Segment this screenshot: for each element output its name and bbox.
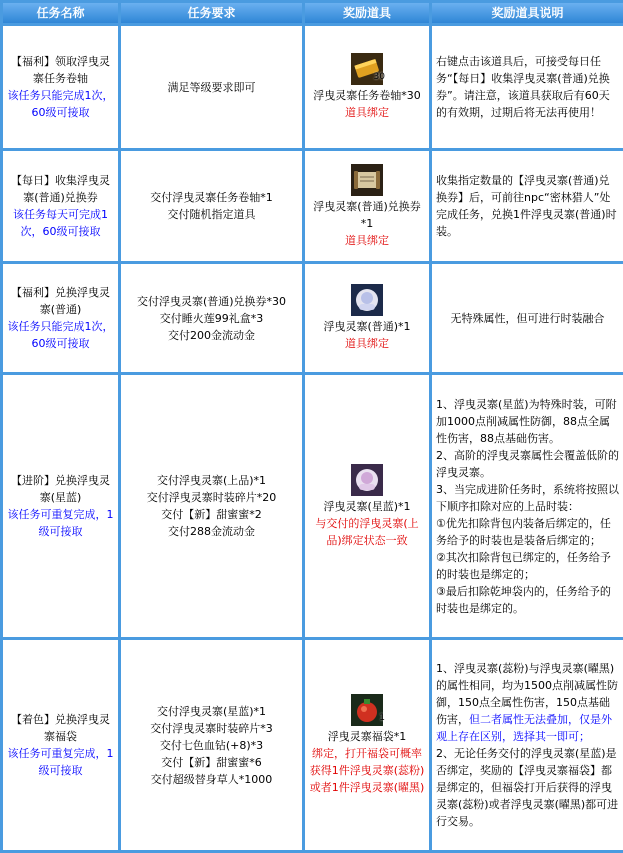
description-line: ①优先扣除背包内装备后绑定的，任务给予的时装也是装备后绑定的；: [436, 516, 611, 547]
task-requirement-cell: [121, 264, 302, 372]
description-line: 无特殊属性，但可进行时装融合: [450, 311, 605, 325]
task-name: 【福利】兑换浮曳灵寨(普通): [11, 286, 110, 316]
reward-bind-note: 与交付的浮曳灵寨(上品)绑定状态一致: [315, 516, 419, 547]
description-line: 3、当完成进阶任务时，系统将按照以下顺序扣除对应的上品时装：: [436, 482, 619, 513]
table-row: [3, 264, 623, 372]
table-row: [3, 375, 623, 637]
task-note: 该任务只能完成1次，60级可接取: [7, 89, 114, 119]
requirement-line: 交付超级替身草人*1000: [150, 772, 273, 786]
reward-bind-note: 道具绑定: [345, 337, 389, 350]
task-requirement-cell: [121, 151, 302, 261]
requirement-line: 交付七色血钻(+8)*3: [159, 738, 264, 752]
requirement-line: 交付200金流动金: [168, 328, 255, 342]
task-note: 该任务每天可完成1次，60级可接取: [13, 208, 108, 238]
reward-name: 浮曳灵寨福袋*1: [327, 730, 407, 743]
lucky-bag-icon[interactable]: [351, 694, 383, 726]
task-name-cell: [3, 375, 118, 637]
task-requirement-cell: [121, 375, 302, 637]
requirement-line: 交付浮曳灵寨时装碎片*3: [150, 721, 273, 735]
description-paragraph: 2、无论任务交付的浮曳灵寨(星蓝)是否绑定，奖励的【浮曳灵寨福袋】都是绑定的，但福袋打开后获得的浮曳灵寨(蕊粉)或者浮曳灵寨(曜黑)都可进行交易。: [436, 747, 619, 828]
task-name: 【进阶】兑换浮曳灵寨(星蓝): [11, 474, 110, 504]
task-requirement-cell: [121, 640, 302, 850]
header-row: [3, 3, 623, 23]
requirement-line: 交付浮曳灵寨(普通)兑换券*30: [136, 294, 287, 308]
scroll-paper-icon[interactable]: [351, 164, 383, 196]
requirement-line: 交付睡火莲99礼盒*3: [159, 311, 264, 325]
task-name-cell: [3, 264, 118, 372]
reward-count: 1: [379, 713, 385, 723]
task-requirement-cell: [121, 26, 302, 148]
description-line: 右键点击该道具后，可接受每日任务“【每日】收集浮曳灵寨(普通)兑换券”。请注意，该道具获取后有60天的有效期，过期后将无法再使用！: [436, 55, 610, 119]
task-name: 【着色】兑换浮曳灵寨福袋: [11, 713, 110, 743]
reward-description-cell: [432, 151, 623, 261]
reward-cell: [305, 151, 429, 261]
description-highlight: 但二者属性无法叠加，仅是外观上存在区别，选择其一即可；: [436, 713, 612, 743]
requirement-line: 交付浮曳灵寨(上品)*1: [156, 474, 267, 487]
task-name: 【每日】收集浮曳灵寨(普通)兑换券: [11, 174, 110, 204]
requirement-line: 交付随机指定道具: [167, 208, 256, 221]
reward-name: 浮曳灵寨任务卷轴*30: [313, 89, 421, 102]
task-note: 该任务可重复完成，1级可接取: [7, 508, 114, 538]
header-reward-description: 奖励道具说明: [432, 3, 623, 23]
requirement-line: 交付浮曳灵寨(星蓝)*1: [156, 704, 267, 718]
costume-blue-icon[interactable]: [351, 464, 383, 496]
description-text: 1、浮曳灵寨(蕊粉)与浮曳灵寨(曜黑)的属性相同，均为1500点削减属性防御，150点全属性伤害，150点基础伤害，: [436, 662, 618, 726]
header-task-name: 任务名称: [3, 3, 118, 23]
reward-count: 30: [373, 72, 385, 82]
description-line: 2、高阶的浮曳灵寨属性会覆盖低阶的浮曳灵寨。: [436, 448, 619, 479]
task-name-cell: [3, 26, 118, 148]
reward-name: 浮曳灵寨(普通)兑换券*1: [313, 199, 421, 230]
reward-bind-note: 绑定，打开福袋可概率获得1件浮曳灵寨(蕊粉)或者1件浮曳灵寨(曜黑): [309, 747, 425, 794]
reward-bind-note: 道具绑定: [345, 233, 389, 247]
task-name: 【福利】领取浮曳灵寨任务卷轴: [11, 55, 110, 85]
requirement-line: 交付288金流动金: [168, 525, 255, 538]
description-line: ③最后扣除乾坤袋内的，任务给予的时装也是绑定的。: [436, 584, 611, 615]
table-row: [3, 151, 623, 261]
reward-cell: [305, 264, 429, 372]
header-task-requirement: 任务要求: [121, 3, 302, 23]
scroll-gold-icon[interactable]: [351, 53, 383, 85]
reward-bind-note: 道具绑定: [345, 106, 389, 119]
task-note: 该任务可重复完成，1级可接取: [7, 747, 114, 777]
description-line: 收集指定数量的【浮曳灵寨(普通)兑换券】后，可前往npc“密林猎人”处完成任务，兑换1件浮曳灵寨(普通)时装。: [436, 174, 617, 238]
table-row: [3, 640, 623, 850]
requirement-line: 交付浮曳灵寨时装碎片*20: [146, 491, 277, 504]
costume-normal-icon[interactable]: [351, 284, 383, 316]
reward-cell: [305, 26, 429, 148]
task-note: 该任务只能完成1次，60级可接取: [7, 320, 114, 350]
reward-cell: [305, 640, 429, 850]
task-name-cell: [3, 640, 118, 850]
reward-description-cell: [432, 640, 623, 850]
reward-description-cell: [432, 26, 623, 148]
reward-name: 浮曳灵寨(普通)*1: [323, 320, 411, 333]
reward-cell: [305, 375, 429, 637]
reward-description-cell: [432, 375, 623, 637]
description-line: ②其次扣除背包已绑定的，任务给予的时装也是绑定的；: [436, 550, 611, 581]
table-row: [3, 26, 623, 148]
requirement-line: 交付浮曳灵寨任务卷轴*1: [150, 191, 273, 204]
header-reward-item: 奖励道具: [305, 3, 429, 23]
reward-description-cell: [432, 264, 623, 372]
requirement-line: 交付【新】甜蜜蜜*2: [161, 508, 262, 521]
requirement-line: 满足等级要求即可: [167, 80, 256, 94]
description-line: 1、浮曳灵寨(星蓝)为特殊时装，可附加1000点削减属性防御，88点全属性伤害，88点基础伤害。: [436, 397, 617, 445]
description-paragraph: [436, 660, 619, 745]
requirement-line: 交付【新】甜蜜蜜*6: [161, 755, 262, 769]
task-name-cell: [3, 151, 118, 261]
reward-name: 浮曳灵寨(星蓝)*1: [323, 499, 411, 513]
